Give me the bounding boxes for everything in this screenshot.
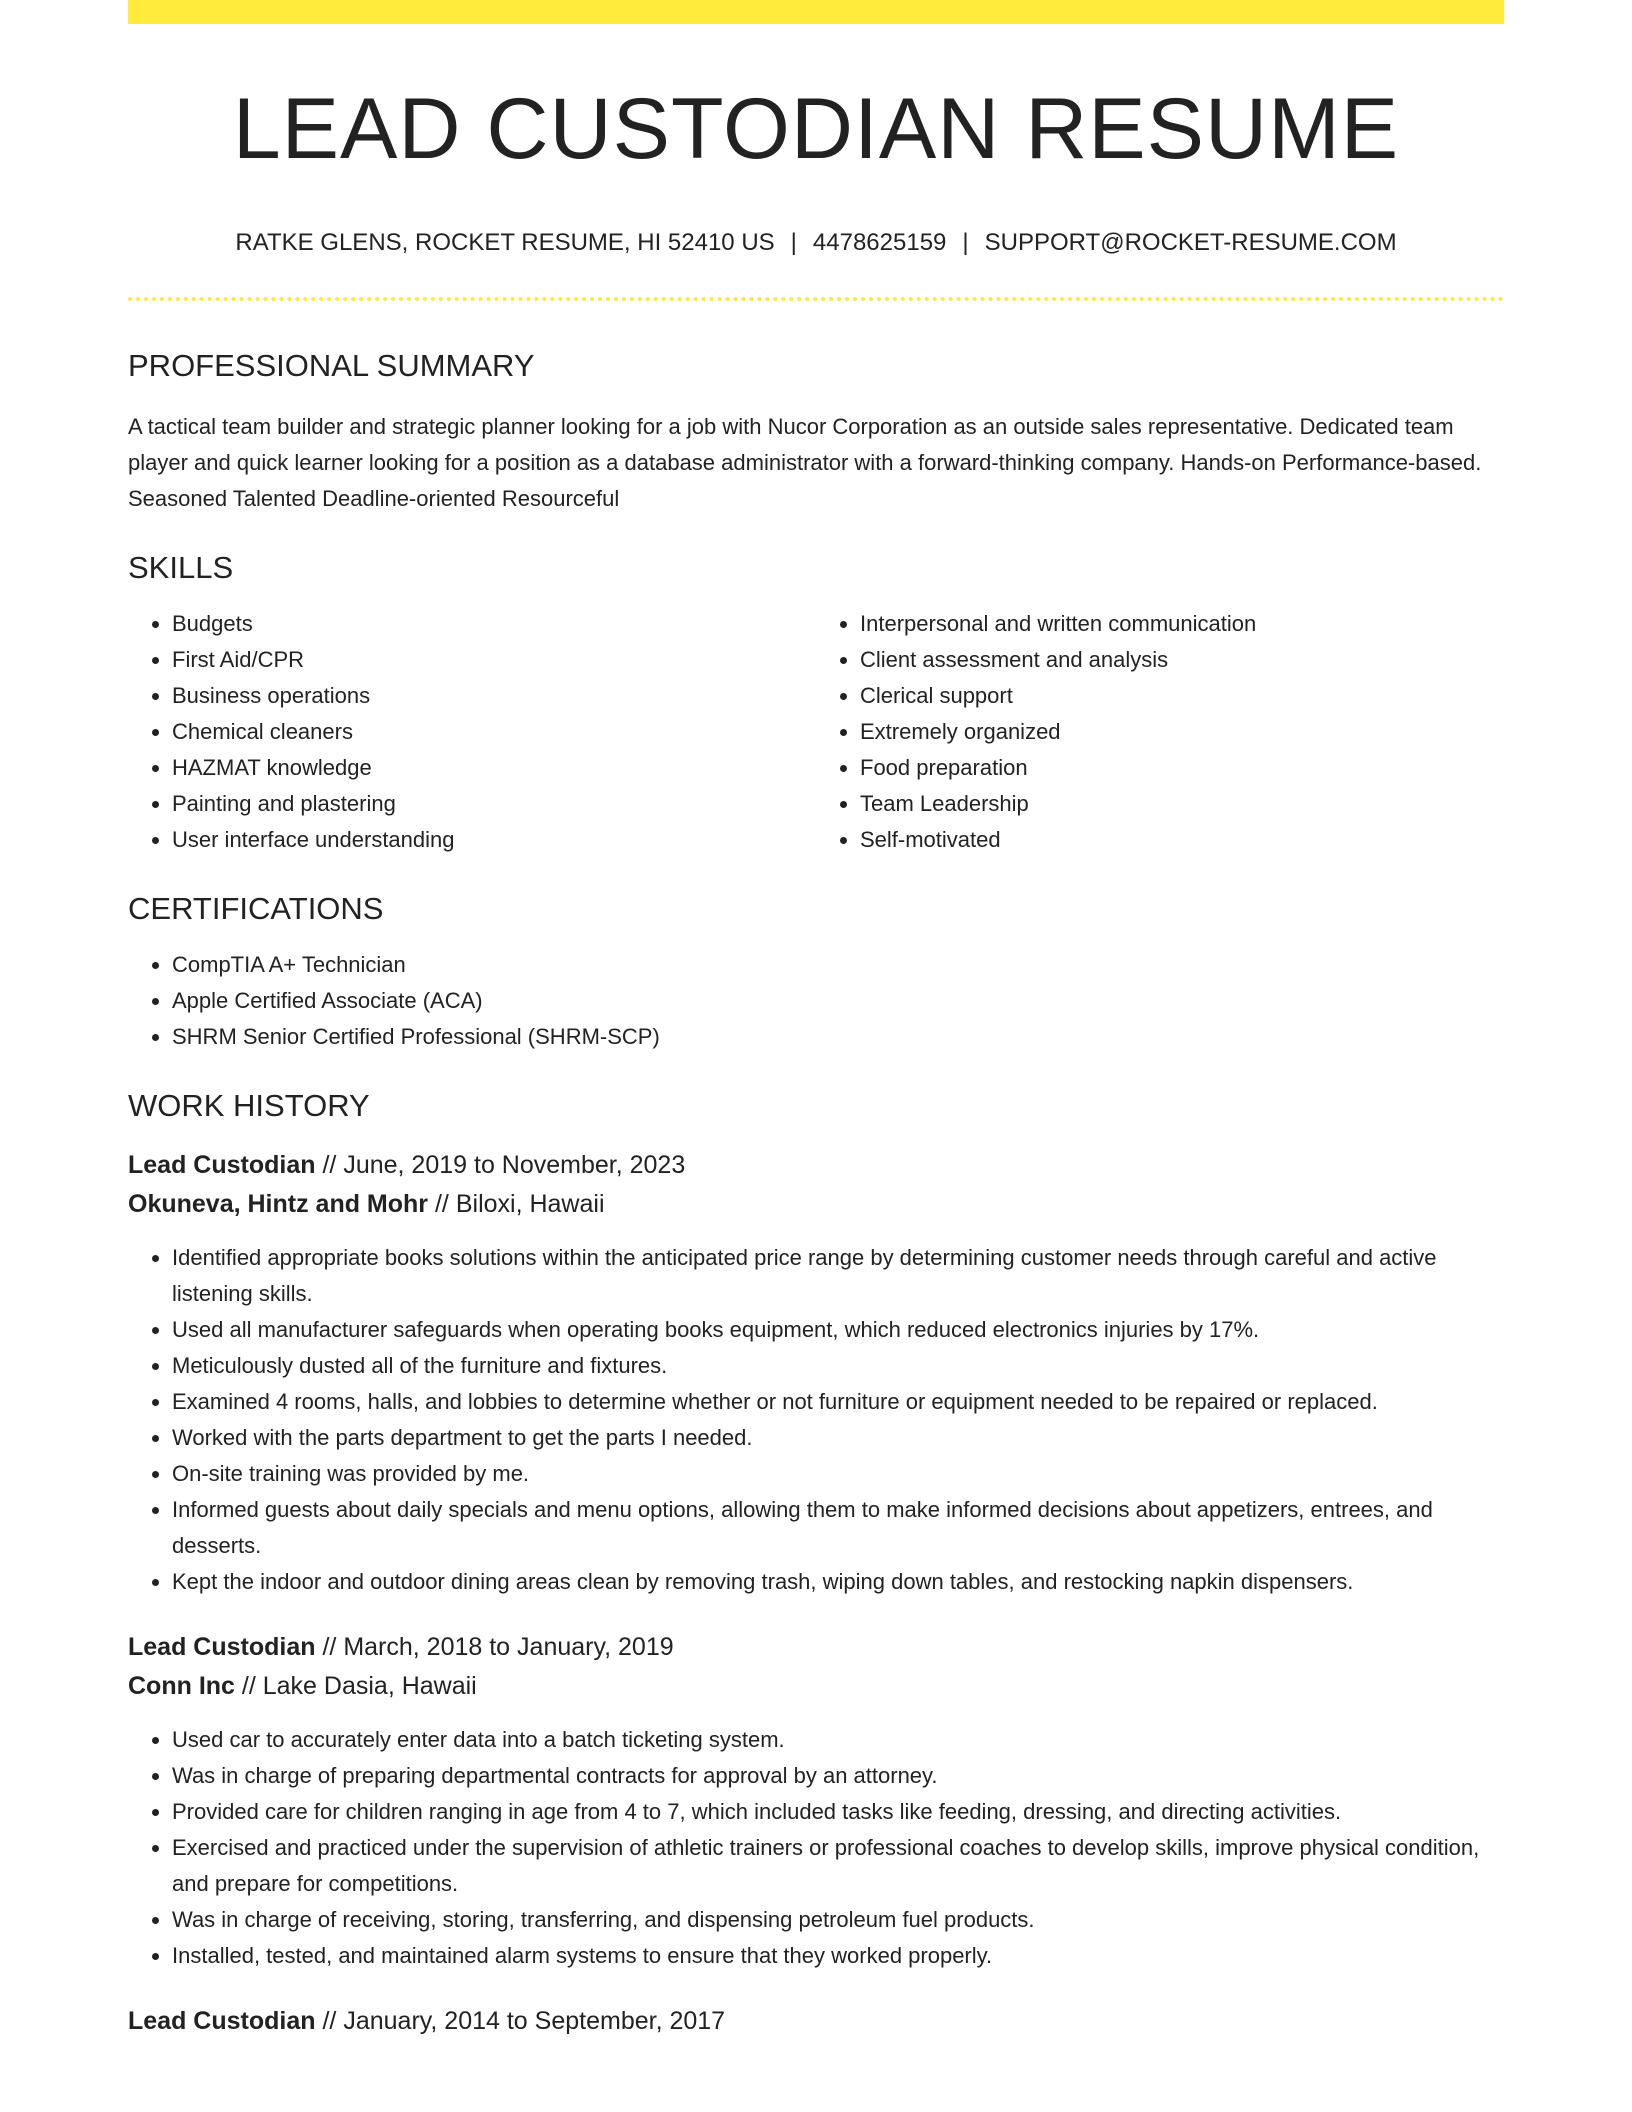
certification-item: • Apple Certified Associate (ACA) xyxy=(172,983,1504,1019)
skill-item: • First Aid/CPR xyxy=(172,642,816,678)
job-title-line xyxy=(128,1628,1504,1667)
job-company-line xyxy=(128,1185,1504,1224)
resume-content xyxy=(128,24,1504,2041)
job-bullet: • Used all manufacturer safeguards when operating books equipment, which reduced electronics injuries by 17%. xyxy=(172,1312,1504,1348)
job-separator: // xyxy=(322,1633,337,1662)
job-title-line xyxy=(128,2002,1504,2041)
summary-text: A tactical team builder and strategic planner looking for a job with Nucor Corporation as an outside sales representative. Dedicated team player and quick learner looking for a position as a database administrator with a forward-thinking company. Hands-on Performance-based. Seasoned Talented Deadline-oriented Resourceful xyxy=(128,413,1482,511)
job-bullet: • Kept the indoor and outdoor dining areas clean by removing trash, wiping down tables, and restocking napkin dispensers. xyxy=(172,1564,1504,1600)
certification-item: • CompTIA A+ Technician xyxy=(172,947,1504,983)
job-bullet: • Installed, tested, and maintained alarm systems to ensure that they worked properly. xyxy=(172,1938,1504,1974)
job-company-line xyxy=(128,1667,1504,1706)
skills-list-right xyxy=(816,606,1504,858)
job-separator: // xyxy=(241,1672,256,1701)
job-bullet: • Identified appropriate books solutions within the anticipated price range by determining customer needs through careful and active listening skills. xyxy=(172,1240,1504,1312)
job-role: Lead Custodian xyxy=(128,1151,316,1180)
contact-separator: | xyxy=(790,228,797,256)
job-bullets xyxy=(128,1240,1504,1600)
job-location: Lake Dasia, Hawaii xyxy=(262,1672,477,1701)
skill-item: • Extremely organized xyxy=(860,714,1504,750)
job-location: Biloxi, Hawaii xyxy=(455,1190,605,1219)
job-bullet: • Informed guests about daily specials and menu options, allowing them to make informed decisions about appetizers, entrees, and desserts. xyxy=(172,1492,1504,1564)
resume-title: LEAD CUSTODIAN RESUME xyxy=(232,81,1400,177)
contact-line xyxy=(128,229,1504,258)
job-company: Okuneva, Hintz and Mohr xyxy=(128,1190,429,1219)
job-bullet: • Meticulously dusted all of the furniture and fixtures. xyxy=(172,1348,1504,1384)
certifications-list xyxy=(128,947,1504,1055)
skill-item: • Clerical support xyxy=(860,678,1504,714)
job-bullet: • Worked with the parts department to get the parts I needed. xyxy=(172,1420,1504,1456)
skill-item: • Self-motivated xyxy=(860,822,1504,858)
job-dates: March, 2018 to January, 2019 xyxy=(343,1633,674,1662)
job-bullet: • Was in charge of preparing departmental contracts for approval by an attorney. xyxy=(172,1758,1504,1794)
dotted-divider xyxy=(128,297,1504,301)
skill-item: • Business operations xyxy=(172,678,816,714)
contact-address: RATKE GLENS, ROCKET RESUME, HI 52410 US xyxy=(235,228,775,256)
skill-item: • Team Leadership xyxy=(860,786,1504,822)
job-role: Lead Custodian xyxy=(128,1633,316,1662)
certification-item: • SHRM Senior Certified Professional (SHRM-SCP) xyxy=(172,1019,1504,1055)
job-bullet: • Was in charge of receiving, storing, transferring, and dispensing petroleum fuel products. xyxy=(172,1902,1504,1938)
job-bullet: • Used car to accurately enter data into a batch ticketing system. xyxy=(172,1722,1504,1758)
job-dates: January, 2014 to September, 2017 xyxy=(343,2007,726,2036)
job-bullet: • Provided care for children ranging in age from 4 to 7, which included tasks like feeding, dressing, and directing activities. xyxy=(172,1794,1504,1830)
skill-item: • Food preparation xyxy=(860,750,1504,786)
job-bullets xyxy=(128,1722,1504,1974)
contact-separator: | xyxy=(962,228,969,256)
job-separator: // xyxy=(434,1190,449,1219)
certifications-heading: CERTIFICATIONS xyxy=(128,890,384,926)
skills-heading: SKILLS xyxy=(128,549,234,585)
job-dates: June, 2019 to November, 2023 xyxy=(343,1151,686,1180)
contact-email: SUPPORT@ROCKET-RESUME.COM xyxy=(984,228,1397,256)
accent-bar xyxy=(128,0,1504,24)
skill-item: • Interpersonal and written communication xyxy=(860,606,1504,642)
summary-heading: PROFESSIONAL SUMMARY xyxy=(128,348,535,384)
skill-item: • Painting and plastering xyxy=(172,786,816,822)
contact-phone: 4478625159 xyxy=(812,228,947,256)
skills-list-left xyxy=(128,606,816,858)
skill-item: • User interface understanding xyxy=(172,822,816,858)
skill-item: • HAZMAT knowledge xyxy=(172,750,816,786)
job-title-line xyxy=(128,1146,1504,1185)
job-bullet: • Exercised and practiced under the supervision of athletic trainers or professional coaches to develop skills, improve physical condition, and prepare for competitions. xyxy=(172,1830,1504,1902)
work-history-heading: WORK HISTORY xyxy=(128,1087,370,1123)
job-bullet: • Examined 4 rooms, halls, and lobbies to determine whether or not furniture or equipment needed to be repaired or replaced. xyxy=(172,1384,1504,1420)
job-separator: // xyxy=(322,1151,337,1180)
skill-item: • Budgets xyxy=(172,606,816,642)
skills-columns xyxy=(128,606,1504,858)
job-separator: // xyxy=(322,2007,337,2036)
job-role: Lead Custodian xyxy=(128,2007,316,2036)
skill-item: • Client assessment and analysis xyxy=(860,642,1504,678)
job-company: Conn Inc xyxy=(128,1672,235,1701)
skill-item: • Chemical cleaners xyxy=(172,714,816,750)
job-bullet: • On-site training was provided by me. xyxy=(172,1456,1504,1492)
